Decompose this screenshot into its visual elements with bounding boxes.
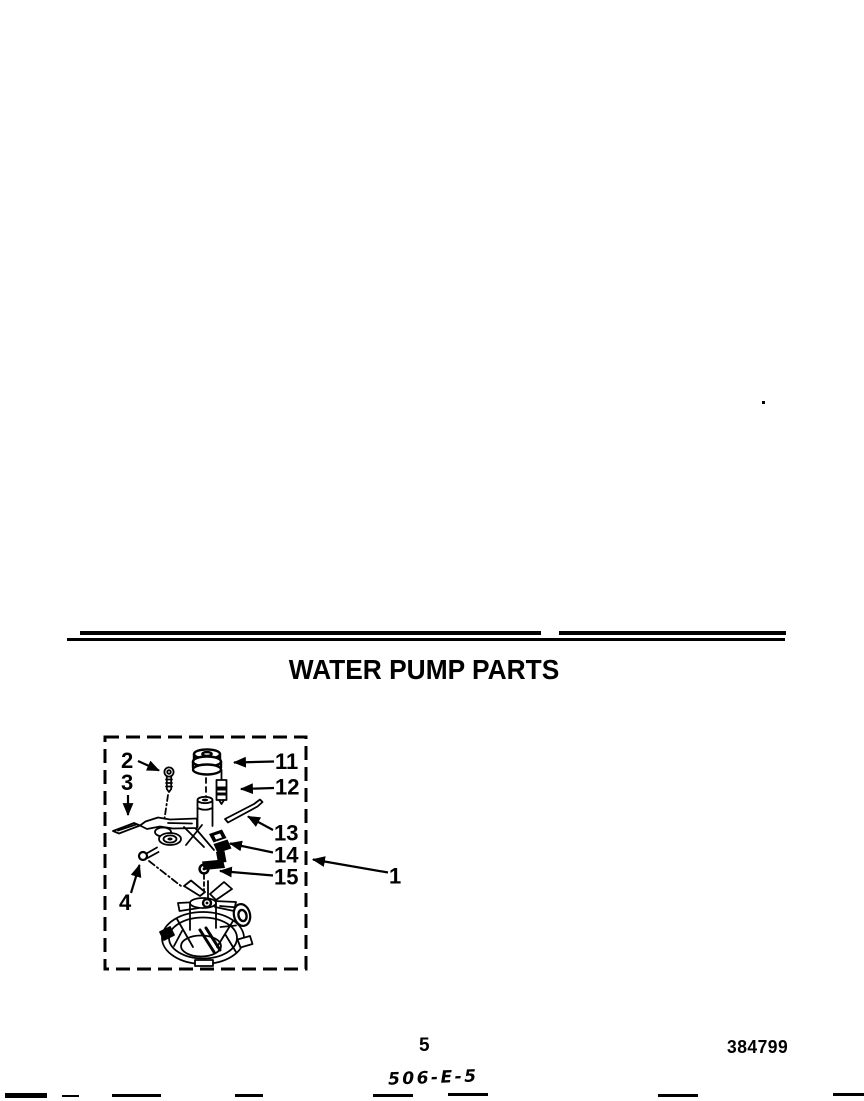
scan-edge-segment: [112, 1094, 161, 1097]
header-rule-lower: [67, 638, 785, 641]
clamp-part-4: [139, 848, 159, 861]
valve-part-12: [217, 770, 227, 804]
water-pump-exploded-diagram: [90, 728, 430, 988]
callout-arrow-2: [138, 761, 159, 771]
scan-edge-segment: [373, 1094, 413, 1097]
scan-speck: [762, 401, 765, 404]
callout-arrow-4: [131, 865, 140, 893]
callout-arrow-12: [241, 788, 274, 789]
header-rule-upper-right: [559, 631, 786, 635]
callout-arrow-11: [234, 762, 274, 763]
callout-label-12: 12: [275, 774, 300, 800]
scan-edge-segment: [5, 1093, 47, 1098]
handwritten-note: 506-E-5: [387, 1066, 479, 1090]
callout-label-3: 3: [121, 770, 134, 795]
callout-arrow-15: [220, 871, 273, 876]
scan-edge-segment: [448, 1093, 488, 1096]
scan-edge-segment: [62, 1095, 79, 1097]
callout-label-2: 2: [121, 748, 134, 773]
document-number: 384799: [727, 1037, 789, 1057]
pulley-part-11: [193, 749, 221, 774]
screw-part-2: [164, 767, 173, 792]
pump-housing-part: [160, 881, 253, 967]
callout-label-11: 11: [275, 749, 299, 774]
pump-drawing: [113, 749, 263, 966]
callout-label-13: 13: [274, 820, 299, 846]
pump-body-bracket: [140, 793, 224, 850]
callout-label-1: 1: [389, 863, 402, 889]
rod-part-13: [225, 800, 263, 823]
callout-label-4: 4: [119, 890, 132, 915]
header-rule-upper-left: [80, 631, 541, 635]
clamp-centerline: [149, 861, 181, 886]
callout-arrow-13: [248, 817, 273, 831]
scan-edge-segment: [658, 1094, 698, 1097]
plate-part-3: [113, 823, 140, 834]
callout-arrow-14: [230, 844, 273, 853]
callout-arrow-1: [313, 860, 388, 873]
callout-label-15: 15: [274, 864, 299, 890]
scan-edge-segment: [833, 1093, 864, 1096]
page-number: 5: [419, 1035, 430, 1056]
page-title: WATER PUMP PARTS: [288, 654, 560, 685]
callout-label-14: 14: [274, 842, 299, 868]
scan-edge-segment: [235, 1094, 263, 1097]
